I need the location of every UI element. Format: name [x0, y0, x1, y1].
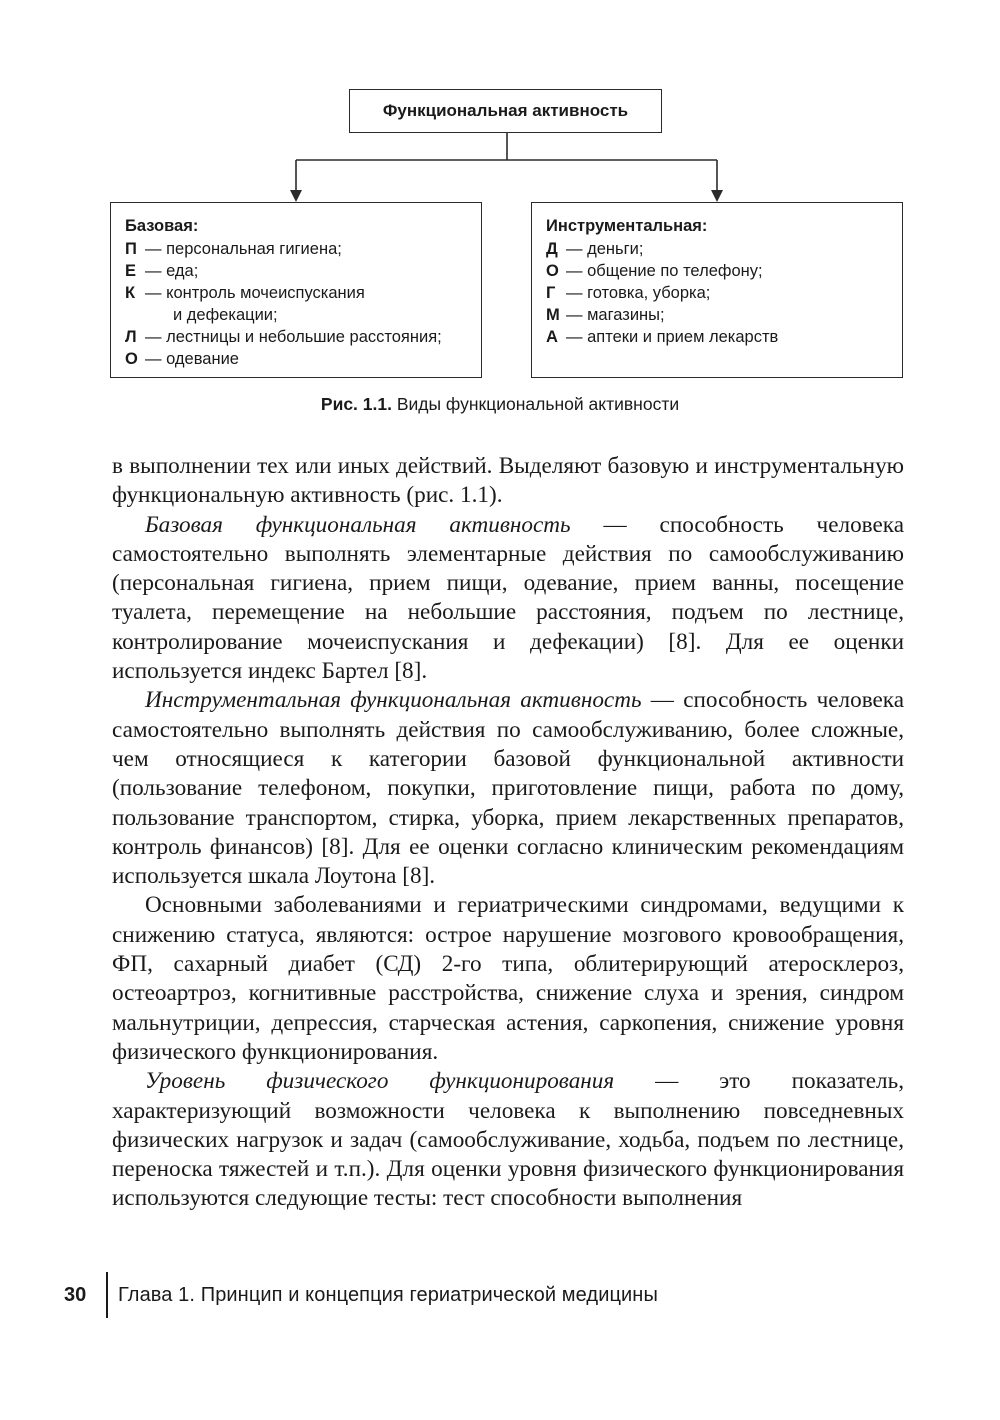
arrow-left-icon: [290, 190, 302, 202]
footer-divider: [106, 1272, 108, 1318]
chapter-title: Глава 1. Принцип и концепция гериатрической медицины: [118, 1283, 658, 1306]
page-number: 30: [64, 1283, 87, 1306]
paragraph: Базовая функциональная активность — способность человека самостоятельно выполнять элементарные действия по самообслуживанию (персональная гигиена, прием пищи, одевание, прием ванны, посещение туалета, перемещение на небольшие расстояния, подъем по лестнице, контролирование мочеиспускания и дефекации) [8]. Для ее оценки используется индекс Бартел [8].: [112, 511, 904, 685]
paragraph: Инструментальная функциональная активность — способность человека самостоятельно выполнять действия по самообслуживанию, более сложные, чем относящиеся к категории базовой функциональной активности (пользование телефоном, покупки, приготовление пищи, работа по дому, пользование транспортом, стирка, уборка, прием лекарственных препаратов, контроль финансов) [8]. Для ее оценки согласно клиническим рекомендациям используется шкала Лоутона [8].: [112, 687, 904, 890]
list-item: Л — лестницы и небольшие расстояния;: [125, 328, 442, 346]
list-item: А — аптеки и прием лекарств: [546, 328, 779, 346]
list-item: Д — деньги;: [546, 240, 644, 258]
figure-caption-label: Рис. 1.1.: [320, 394, 392, 414]
paragraph: в выполнении тех или иных действий. Выделяют базовую и инструментальную функциональную активность (рис. 1.1).: [112, 453, 904, 509]
figure-functional-activity: [0, 0, 1000, 430]
list-item-continuation: и дефекации;: [173, 306, 278, 324]
instrumental-activity-box: [531, 202, 903, 378]
body-text: [112, 452, 904, 1214]
basic-activity-title: Базовая:: [125, 217, 199, 235]
paragraph: Основными заболеваниями и гериатрическими синдромами, ведущими к снижению статуса, являются: острое нарушение мозгового кровообращения, ФП, сахарный диабет (СД) 2-го типа, облитерирующий атеросклероз, остеоартроз, когнитивные расстройства, снижение слуха и зрения, синдром мальнутриции, депрессия, старческая астения, саркопения, снижение уровня физического функционирования.: [112, 892, 904, 1065]
term: Базовая функциональная активность: [145, 511, 571, 538]
list-item: О — общение по телефону;: [546, 262, 763, 280]
list-item: О — одевание: [125, 350, 239, 368]
basic-activity-box: [110, 202, 482, 378]
list-item: М — магазины;: [546, 306, 665, 324]
list-item: Е — еда;: [125, 262, 199, 280]
arrow-right-icon: [711, 190, 723, 202]
diagram-root-box: Функциональная активность: [349, 89, 662, 133]
list-item: П — персональная гигиена;: [125, 240, 342, 258]
list-item: Г — готовка, уборка;: [546, 284, 711, 302]
term: Уровень физического функционирования: [145, 1068, 615, 1095]
instrumental-activity-title: Инструментальная:: [546, 217, 708, 235]
list-item: К — контроль мочеиспускания: [125, 284, 365, 302]
term: Инструментальная функциональная активность: [145, 687, 642, 714]
figure-caption-text: Виды функциональной активности: [391, 394, 680, 414]
figure-caption: [0, 394, 1000, 415]
paragraph: Уровень физического функционирования — это показатель, характеризующий возможности человека к выполнению повседневных физических нагрузок и задач (самообслуживание, ходьба, подъем по лестнице, переноска тяжестей и т.п.). Для оценки уровня физического функционирования используются следующие тесты: тест способности выполнения: [112, 1068, 904, 1212]
page-footer: [64, 1270, 658, 1320]
